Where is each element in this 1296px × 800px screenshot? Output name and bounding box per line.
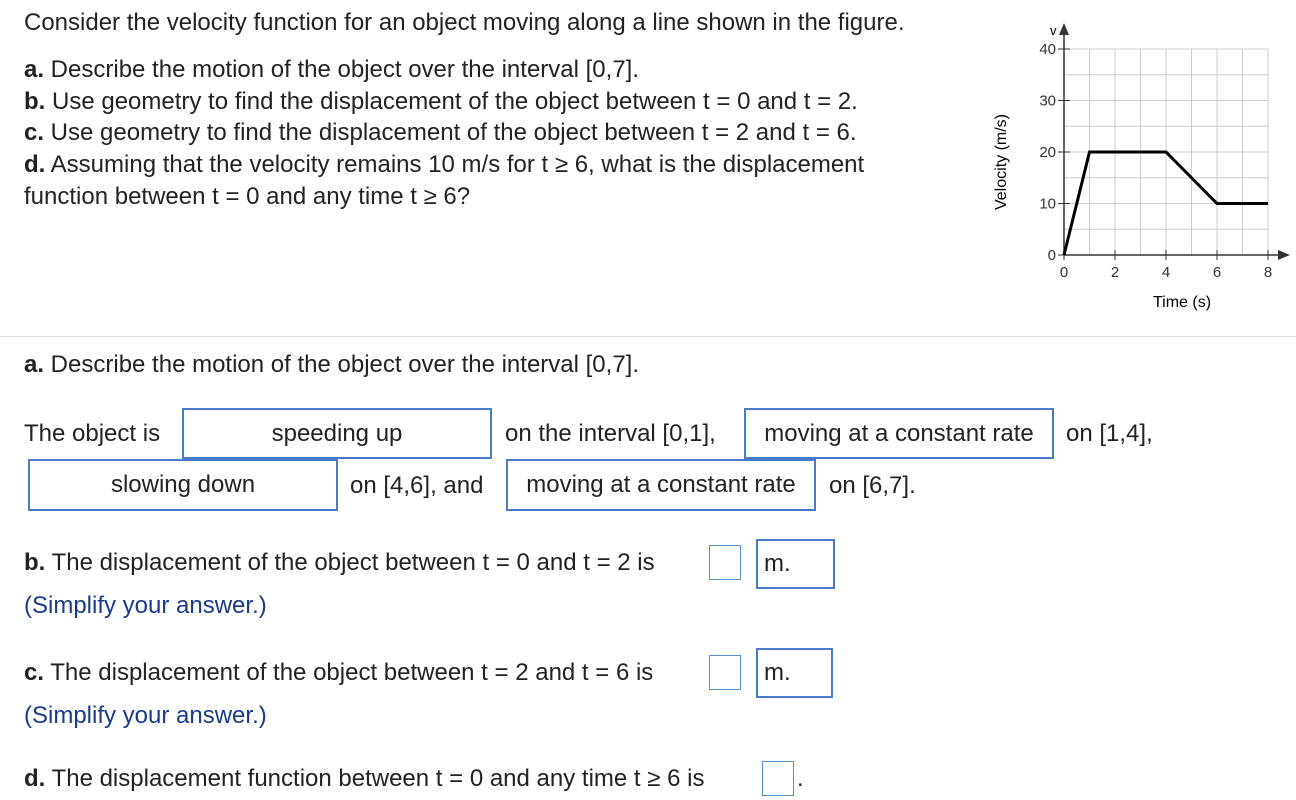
- y-tick-label: 0: [1047, 247, 1056, 264]
- problem-intro: Consider the velocity function for an object moving along a line shown in the figure.: [24, 9, 905, 36]
- part-label: a.: [24, 56, 45, 83]
- x-tick-label: 6: [1212, 264, 1222, 281]
- unit-c-dropdown[interactable]: m.: [756, 648, 833, 698]
- displacement-b-input[interactable]: [709, 545, 741, 580]
- y-axis-label: Velocity (m/s): [993, 113, 1010, 211]
- y-tick-label: 40: [1039, 41, 1056, 58]
- part-text: Describe the motion of the object over the interval [0,7].: [44, 56, 639, 83]
- x-tick-label: 0: [1059, 264, 1069, 281]
- problem-part-d-cont: function between t = 0 and any time t ≥ 6?: [24, 183, 471, 210]
- motion-dropdown-2[interactable]: moving at a constant rate: [744, 408, 1054, 459]
- displacement-function-input[interactable]: [762, 761, 794, 796]
- part-a-suffix-2: on [6,7].: [829, 472, 916, 499]
- problem-part-c: [24, 118, 857, 148]
- part-a-prefix: The object is: [24, 420, 161, 447]
- y-tick-label: 10: [1039, 195, 1056, 213]
- simplify-hint-c: (Simplify your answer.): [24, 702, 267, 729]
- chart-ticks: [1039, 41, 1272, 281]
- part-label: b.: [24, 549, 46, 576]
- problem-part-b: [24, 87, 858, 117]
- problem-part-d: [24, 150, 864, 180]
- motion-dropdown-3[interactable]: slowing down: [28, 459, 338, 511]
- part-a-mid-1: on the interval [0,1],: [505, 420, 716, 447]
- x-tick-label: 4: [1161, 264, 1171, 281]
- y-axis-arrow: [1059, 23, 1069, 35]
- motion-dropdown-4[interactable]: moving at a constant rate: [506, 459, 816, 511]
- part-b-question: [24, 548, 655, 578]
- simplify-hint-b: (Simplify your answer.): [24, 592, 267, 619]
- y-tick-label: 30: [1039, 92, 1056, 110]
- part-text: The displacement of the object between t = 0 and t = 2 is: [45, 549, 655, 576]
- part-text: Use geometry to find the displacement of the object between t = 0 and t = 2.: [45, 88, 858, 115]
- part-label: a.: [24, 351, 45, 378]
- x-tick-label: 2: [1110, 264, 1120, 281]
- part-text: Describe the motion of the object over the interval [0,7].: [44, 351, 639, 378]
- part-text: The displacement function between t = 0 and any time t ≥ 6 is: [45, 765, 705, 792]
- part-label: c.: [24, 119, 45, 146]
- part-a-suffix-1: on [1,4],: [1066, 420, 1153, 447]
- problem-part-a: [24, 55, 639, 85]
- y-tick-label: 20: [1039, 144, 1056, 161]
- part-c-question: [24, 658, 653, 688]
- part-text: The displacement of the object between t = 2 and t = 6 is: [44, 659, 654, 686]
- displacement-c-input[interactable]: [709, 655, 741, 690]
- motion-dropdown-1[interactable]: speeding up: [182, 408, 492, 459]
- y-axis-letter: v: [1050, 23, 1057, 38]
- part-text: Use geometry to find the displacement of the object between t = 2 and t = 6.: [44, 119, 857, 146]
- part-label: b.: [24, 88, 46, 115]
- x-axis-arrow: [1278, 250, 1290, 260]
- part-label: c.: [24, 659, 45, 686]
- x-axis-label: Time (s): [1152, 294, 1212, 311]
- part-label: d.: [24, 151, 46, 178]
- section-divider: [0, 336, 1296, 337]
- velocity-chart: [990, 6, 1290, 336]
- part-label: d.: [24, 765, 46, 792]
- x-tick-label: 8: [1263, 264, 1273, 281]
- unit-b-dropdown[interactable]: m.: [756, 539, 835, 589]
- part-d-question: [24, 764, 704, 794]
- part-d-end: .: [797, 765, 804, 792]
- chart-axes: [1059, 23, 1290, 260]
- part-a-mid-2: on [4,6], and: [350, 472, 484, 499]
- part-a-heading: [24, 350, 639, 380]
- part-text: Assuming that the velocity remains 10 m/s for t ≥ 6, what is the displacement: [45, 151, 865, 178]
